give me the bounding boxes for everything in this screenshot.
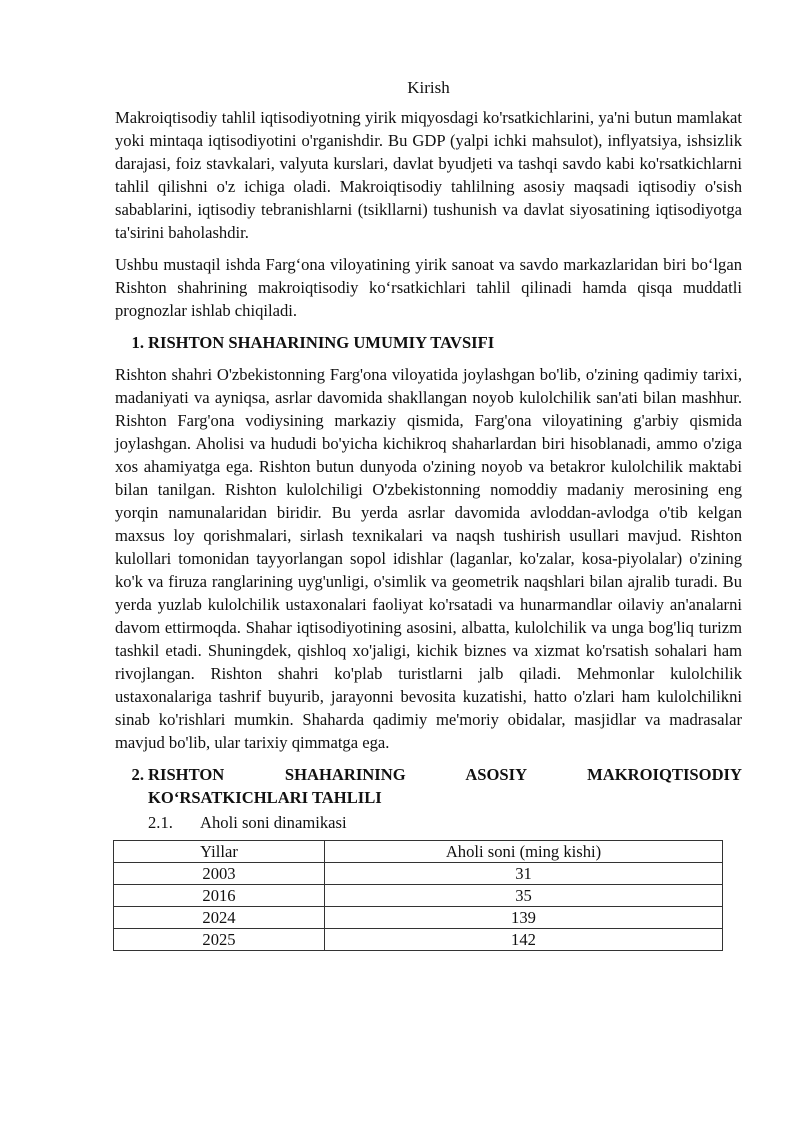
table-header-cell: Yillar [114, 841, 325, 863]
table-cell-population: 31 [325, 863, 723, 885]
table-row [114, 907, 723, 929]
intro-paragraph: Makroiqtisodiy tahlil iqtisodiyotning yirik miqyosdagi ko'rsatkichlarini, ya'ni butun mamlakat yoki mintaqa iqtisodiyotini o'rganishdir. Bu GDP (yalpi ichki mahsulot), inflyatsiya, ishsizlik darajasi, foiz stavkalari, valyuta kurslari, davlat byudjeti va tashqi savdo kabi ko'rsatkichlarni tahlil qilishni o'z ichiga oladi. Makroiqtisodiy tahlilning asosiy maqsadi iqtisodiy o'sish sabablarini, iqtisodiy tebranishlarni (tsikllarni) tushunish va davlat siyosatining iqtisodiyotga ta'sirini baholashdir. [115, 108, 742, 242]
table-cell-year: 2016 [114, 885, 325, 907]
table-row [114, 863, 723, 885]
section-number: 1. [131, 333, 144, 352]
section-paragraph: Rishton shahri O'zbekistonning Farg'ona viloyatida joylashgan bo'lib, o'zining qadimiy tarixi, madaniyati va ayniqsa, asrlar davomida shakllangan noyob kulolchilik san'ati bilan mashhur. Rishton Farg'ona vodiysining markaziy qismida, Farg'ona viloyatining g'arbiy qismida joylashgan. Aholisi va hududi bo'yicha kichikroq shaharlardan biri hisoblanadi, ammo o'ziga xos ahamiyatga ega. Rishton butun dunyoda o'zining noyob va betakror kulolchilik maktabi bilan tanilgan. Rishton kulolchiligi O'zbekistonning nomoddiy madaniy merosining eng yorqin namunalaridan biridir. Bu yerda asrlar davomida avloddan-avlodga o'tib kelgan maxsus loy qorishmalari, sirlash texnikalari va naqsh tushirish usullari mavjud. Rishton kulollari tomonidan tayyorlangan sopol idishlar (laganlar, ko'zalar, kosa-piyolalar) o'zining ko'k va firuza ranglarining uyg'unligi, o'simlik va geometrik naqshlari bilan ajralib turadi. Bu yerda yuzlab kulolchilik ustaxonalari faoliyat ko'rsatadi va hunarmandlar oilaviy an'analarni davom ettirmoqda. Shahar iqtisodiyotining asosini, albatta, kulolchilik va unga bog'liq turizm tashkil etadi. Shuningdek, qishloq xo'jaligi, kichik biznes va xizmat ko'rsatish sohalari ham rivojlangan. Rishton shahri ko'plab turistlarni jalb qiladi. Mehmonlar kulolchilik ustaxonalariga tashrif buyurib, jarayonni bevosita kuzatishi, hatto o'zlari ham kulolchilikni sinab ko'rishlari mumkin. Shaharda qadimiy me'moriy obidalar, masjidlar va madrasalar mavjud bo'lib, ular tarixiy qimmatga ega. [115, 365, 742, 752]
section-heading [100, 763, 742, 809]
section-title: RISHTON SHAHARINING UMUMIY TAVSIFI [148, 333, 495, 352]
section-title-line: RISHTON SHAHARINING ASOSIY MAKROIQTISODIY [148, 765, 742, 784]
table-cell-population: 35 [325, 885, 723, 907]
population-table [113, 840, 723, 951]
table-row [114, 929, 723, 951]
section-number: 2. [131, 765, 144, 784]
table-cell-population: 142 [325, 929, 723, 951]
section-title [148, 763, 742, 809]
table-cell-year: 2025 [114, 929, 325, 951]
section-title-line: KO‘RSATKICHLARI TAHLILI [148, 788, 382, 807]
table-header-row [114, 841, 723, 863]
subsection-number: 2.1. [148, 813, 173, 832]
document-page [115, 76, 742, 951]
intro-paragraph: Ushbu mustaqil ishda Farg‘ona viloyatining yirik sanoat va savdo markazlaridan biri bo‘lgan Rishton shahrining makroiqtisodiy ko‘rsatkichlari tahlil qilinadi hamda qisqa muddatli prognozlar ishlab chiqiladi. [115, 255, 742, 320]
subsection-heading [148, 811, 742, 834]
table-cell-population: 139 [325, 907, 723, 929]
table-row [114, 885, 723, 907]
table-cell-year: 2024 [114, 907, 325, 929]
section-heading [100, 331, 742, 354]
table-header-cell: Aholi soni (ming kishi) [325, 841, 723, 863]
table-cell-year: 2003 [114, 863, 325, 885]
document-title: Kirish [407, 78, 450, 97]
subsection-title: Aholi soni dinamikasi [200, 813, 347, 832]
